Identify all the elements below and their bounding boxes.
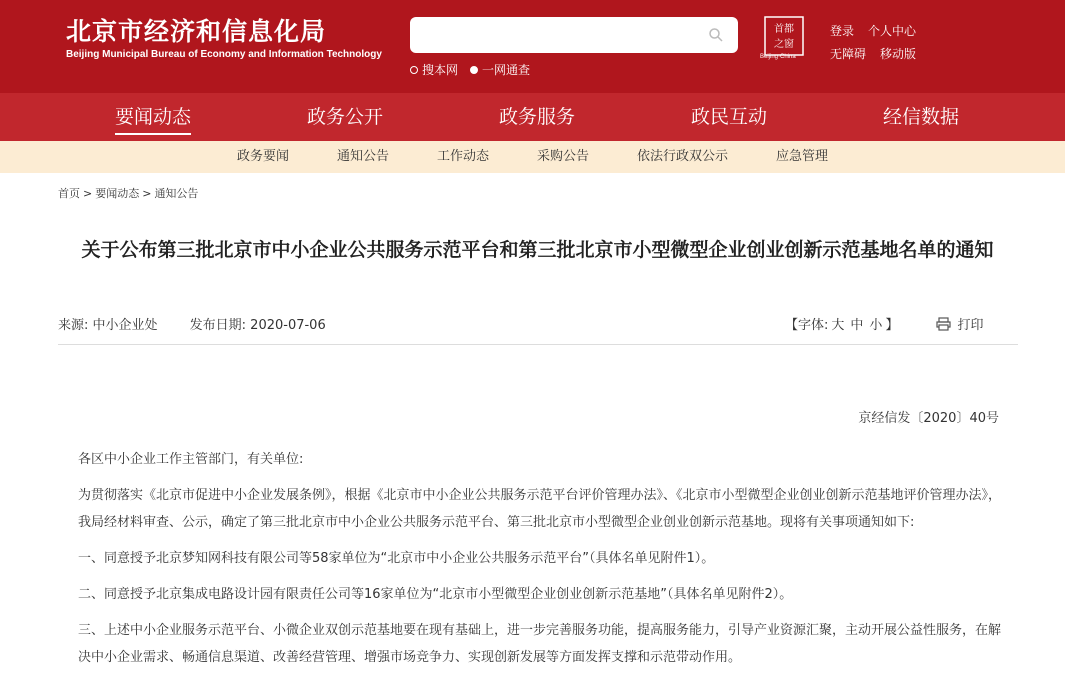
article-paragraph: 二、同意授予北京集成电路设计园有限责任公司等16家单位为“北京市小型微型企业创业创新示范基地”（具体名单见附件2）。 bbox=[78, 587, 793, 602]
sub-nav bbox=[0, 141, 1065, 173]
site-logo-cn[interactable]: 北京市经济和信息化局 bbox=[66, 17, 327, 46]
nav-gov-services[interactable]: 政务服务 bbox=[498, 106, 576, 128]
user-center-link[interactable]: 个人中心 bbox=[868, 24, 917, 38]
article-paragraph: 三、上述中小企业服务示范平台、小微企业双创示范基地要在现有基础上，进一步完善服务功能，提高服务能力，引导产业资源汇聚，主动开展公益性服务，在解决中小企业需求、畅通信息渠道、改善经营管理、增强市场竞争力、实现创新发展等方面发挥支撑和示范带动作用。 bbox=[78, 623, 1002, 665]
article-title: 关于公布第三批北京市中小企业公共服务示范平台和第三批北京市小型微型企业创业创新示范基地名单的通知 bbox=[81, 239, 994, 261]
divider bbox=[58, 344, 1018, 345]
font-size-medium[interactable]: 中 bbox=[850, 318, 864, 333]
article-paragraph: 各区中小企业工作主管部门，有关单位: bbox=[78, 452, 304, 467]
font-size-small[interactable]: 小 bbox=[869, 318, 883, 333]
breadcrumb-separator: > bbox=[142, 187, 152, 200]
breadcrumb bbox=[58, 185, 198, 201]
login-link[interactable]: 登录 bbox=[830, 24, 855, 38]
nav-gov-affairs[interactable]: 政务公开 bbox=[306, 106, 384, 128]
search-input[interactable] bbox=[410, 17, 738, 53]
nav-news[interactable]: 要闻动态 bbox=[115, 93, 191, 141]
nav-data[interactable]: 经信数据 bbox=[882, 106, 960, 128]
subnav-notices[interactable]: 通知公告 bbox=[336, 149, 389, 164]
article-meta bbox=[58, 314, 354, 333]
search-scope-options bbox=[410, 61, 530, 78]
breadcrumb-notices[interactable]: 通知公告 bbox=[154, 187, 199, 200]
article-paragraph: 一、同意授予北京梦知网科技有限公司等58家单位为“北京市中小企业公共服务示范平台”（具体名单见附件1）。 bbox=[78, 551, 715, 566]
breadcrumb-home[interactable]: 首页 bbox=[58, 187, 80, 200]
font-size-label: 【字体: bbox=[785, 318, 829, 333]
search-icon[interactable] bbox=[708, 27, 724, 43]
printer-icon bbox=[936, 317, 951, 331]
article-body bbox=[78, 446, 1008, 680]
print-label: 打印 bbox=[957, 318, 984, 333]
site-header bbox=[0, 0, 1065, 93]
breadcrumb-separator: > bbox=[83, 187, 93, 200]
seal-caption: Beijing·China bbox=[760, 54, 796, 60]
accessibility-link[interactable]: 无障碍 bbox=[830, 47, 867, 61]
site-logo-en: Beijing Municipal Bureau of Economy and Information Technology bbox=[66, 49, 382, 60]
article-date: 发布日期: 2020-07-06 bbox=[189, 318, 326, 333]
main-nav bbox=[0, 93, 1065, 141]
subnav-gov-news[interactable]: 政务要闻 bbox=[236, 149, 289, 164]
radio-icon bbox=[410, 66, 418, 74]
print-button[interactable] bbox=[936, 314, 983, 333]
breadcrumb-news[interactable]: 要闻动态 bbox=[95, 187, 140, 200]
radio-checked-icon bbox=[470, 66, 478, 74]
font-size-large[interactable]: 大 bbox=[831, 318, 845, 333]
nav-interaction[interactable]: 政民互动 bbox=[690, 106, 768, 128]
article-paragraph: 为贯彻落实《北京市促进中小企业发展条例》，根据《北京市中小企业公共服务示范平台评价管理办法》、《北京市小型微型企业创业创新示范基地评价管理办法》，我局经材料审查、公示，确定了第三批北京市中小企业公共服务示范平台、第三批北京市小型微型企业创业创新示范基地。现将有关事项通知如下: bbox=[78, 488, 1002, 530]
subnav-law-enforcement[interactable]: 依法行政双公示 bbox=[637, 149, 729, 164]
document-number: 京经信发〔2020〕40号 bbox=[858, 411, 999, 426]
svg-text:首都: 首都 bbox=[774, 24, 794, 35]
article-source: 来源: 中小企业处 bbox=[58, 318, 158, 333]
search-scope-site[interactable] bbox=[410, 61, 458, 78]
subnav-procurement[interactable]: 采购公告 bbox=[537, 149, 590, 164]
search-scope-all-label: 一网通查 bbox=[482, 63, 531, 77]
search-scope-all[interactable] bbox=[470, 61, 530, 78]
article-tools bbox=[785, 314, 983, 333]
subnav-work-updates[interactable]: 工作动态 bbox=[436, 149, 489, 164]
subnav-emergency[interactable]: 应急管理 bbox=[776, 149, 829, 164]
mobile-link[interactable]: 移动版 bbox=[880, 47, 917, 61]
font-size-close: 】 bbox=[885, 318, 899, 333]
svg-text:之窗: 之窗 bbox=[774, 39, 794, 50]
search-scope-site-label: 搜本网 bbox=[422, 63, 459, 77]
top-links bbox=[830, 20, 930, 66]
